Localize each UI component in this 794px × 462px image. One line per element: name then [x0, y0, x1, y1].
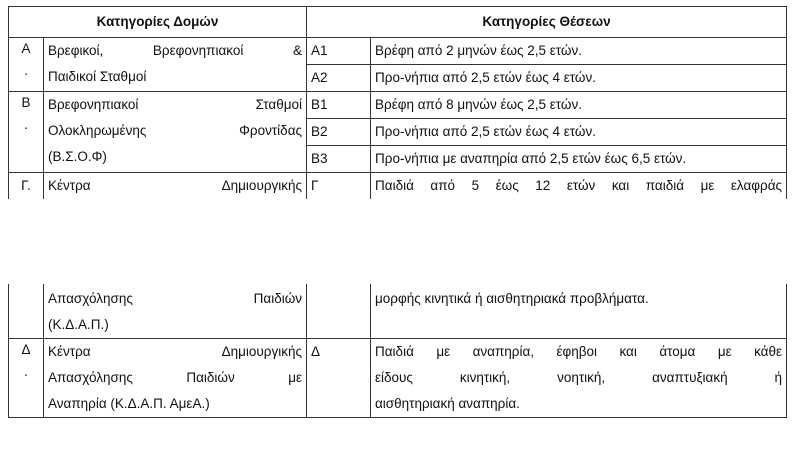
letter-dot: . — [24, 117, 28, 132]
row-letter-d — [9, 339, 44, 418]
header-structures: Κατηγορίες Δομών — [9, 7, 307, 38]
letter-text: Α — [21, 41, 31, 56]
row-letter-b — [9, 92, 44, 173]
structure-line: Αναπηρία (Κ.Δ.Α.Π. ΑμεΑ.) — [48, 396, 210, 411]
table-row — [9, 284, 787, 339]
structure-line: Βρεφικοί, Βρεφονηπιακοί & — [48, 43, 303, 58]
structure-line: Απασχόλησης Παιδιών — [48, 291, 302, 306]
header-positions: Κατηγορίες Θέσεων — [307, 7, 787, 38]
position-code: Α2 — [307, 65, 371, 92]
position-text: Βρέφη από 2 μηνών έως 2,5 ετών. — [371, 38, 787, 65]
structure-line: Βρεφονηπιακοί Σταθμοί — [48, 97, 303, 112]
letter-text: Δ — [21, 342, 31, 357]
structure-line: Παιδικοί Σταθμοί — [48, 69, 147, 84]
row-letter-g-cont — [9, 284, 44, 339]
table-row — [9, 173, 787, 200]
position-text: Παιδιά από 5 έως 12 ετών και παιδιά με ελαφράς — [371, 173, 787, 200]
position-code: Β2 — [307, 119, 371, 146]
position-text: Προ-νήπια από 2,5 ετών έως 4 ετών. — [371, 119, 787, 146]
position-line: είδους κινητική, νοητική, αναπτυξιακή ή — [375, 370, 782, 385]
structure-line: Κέντρα Δημιουργικής — [48, 344, 302, 359]
row-letter-g: Γ. — [9, 173, 44, 200]
position-code: Β3 — [307, 146, 371, 173]
position-line: αισθητηριακή αναπηρία. — [375, 396, 520, 411]
position-code: Α1 — [307, 38, 371, 65]
structure-line: Κέντρα Δημιουργικής — [44, 173, 307, 200]
letter-text: Β — [21, 95, 31, 110]
structure-line: (Κ.Δ.Α.Π.) — [48, 317, 109, 332]
row-letter-a — [9, 38, 44, 92]
letter-dot: . — [24, 63, 28, 78]
position-line: Παιδιά με αναπηρία, έφηβοι και άτομα με κάθε — [375, 344, 782, 359]
categories-table-top — [8, 6, 787, 199]
position-code: Δ — [307, 339, 371, 418]
position-text: μορφής κινητικά ή αισθητηριακά προβλήματα. — [371, 284, 787, 339]
page-break-gap — [0, 243, 794, 284]
header-row — [9, 7, 787, 38]
table-row — [9, 38, 787, 65]
position-text: Προ-νήπια με αναπηρία από 2,5 ετών έως 6,5 ετών. — [371, 146, 787, 173]
table-row — [9, 339, 787, 418]
position-code-cont — [307, 284, 371, 339]
structure-line: Απασχόλησης Παιδιών με — [48, 370, 302, 385]
position-code: Γ — [307, 173, 371, 200]
position-code: Β1 — [307, 92, 371, 119]
table-row — [9, 92, 787, 119]
position-text: Προ-νήπια από 2,5 ετών έως 4 ετών. — [371, 65, 787, 92]
position-text-d — [371, 339, 787, 418]
structure-line: Ολοκληρωμένης Φροντίδας — [48, 123, 303, 138]
structure-name-b — [44, 92, 307, 173]
position-text: Βρέφη από 8 μηνών έως 2,5 ετών. — [371, 92, 787, 119]
structure-line: (Β.Σ.Ο.Φ) — [48, 149, 107, 164]
structure-name-a — [44, 38, 307, 92]
categories-table-bottom — [8, 284, 787, 418]
structure-name-g — [44, 284, 307, 339]
structure-name-d — [44, 339, 307, 418]
letter-dot: . — [24, 364, 28, 379]
